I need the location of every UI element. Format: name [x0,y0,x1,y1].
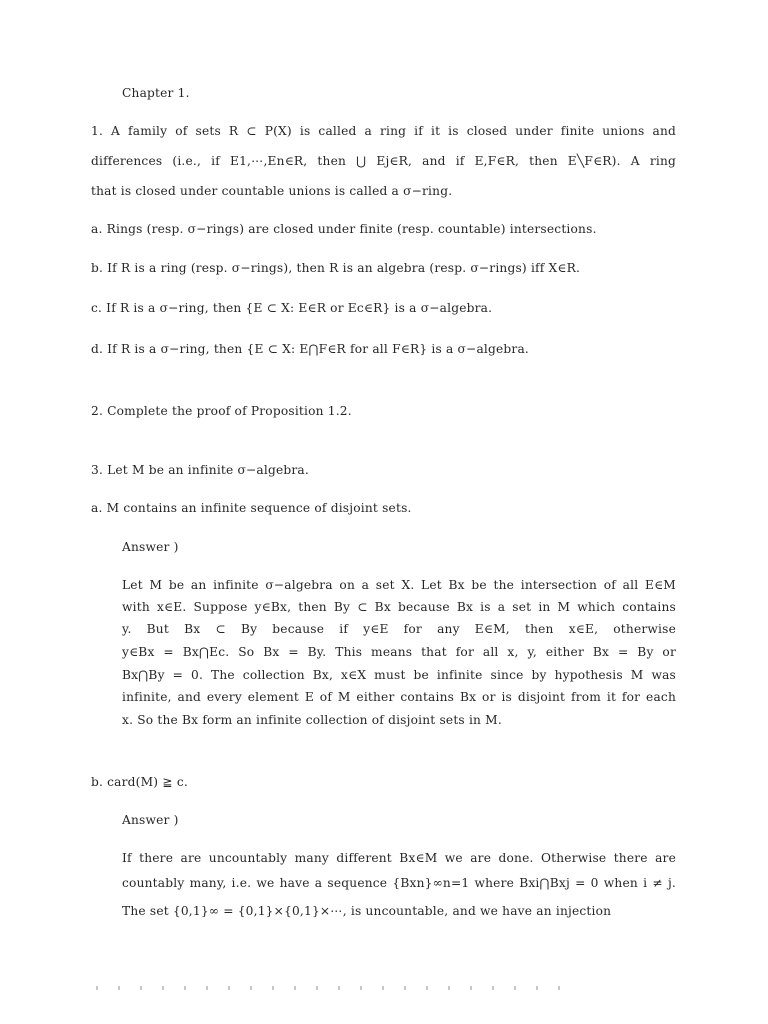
problem-1-line-1: 1. A family of sets R ⊂ P(X) is called a ring if it is closed under finite unions and [91,124,676,138]
answer-1-line-6: infinite, and every element E of M either contains Bx or is disjoint from it for each [122,690,676,704]
problem-1-line-3: that is closed under countable unions is called a σ−ring. [91,184,453,198]
problem-3b: b. card(M) ≧ c. [91,775,188,789]
answer-1-line-4: y∈Bx = Bx⋂Ec. So Bx = By. This means that for all x, y, either Bx = By or [122,645,676,659]
cut-off-text-line [96,986,566,990]
answer-1-line-1: Let M be an infinite σ−algebra on a set X. Let Bx be the intersection of all E∈M [122,578,676,592]
problem-3a: a. M contains an infinite sequence of disjoint sets. [91,501,412,515]
problem-3: 3. Let M be an infinite σ−algebra. [91,463,309,477]
answer-2-line-1: If there are uncountably many different Bx∈M we are done. Otherwise there are [122,851,676,865]
problem-1d: d. If R is a σ−ring, then {E ⊂ X: E⋂F∈R for all F∈R} is a σ−algebra. [91,342,530,356]
problem-1b: b. If R is a ring (resp. σ−rings), then R is an algebra (resp. σ−rings) iff X∈R. [91,261,581,275]
answer-2-line-3: The set {0,1}∞ = {0,1}×{0,1}×⋯, is uncountable, and we have an injection [122,904,612,918]
answer-1-line-2: with x∈E. Suppose y∈Bx, then By ⊂ Bx because Bx is a set in M which contains [122,600,676,614]
problem-2: 2. Complete the proof of Proposition 1.2. [91,404,352,418]
answer-1-line-5: Bx⋂By = 0. The collection Bx, x∈X must be infinite since by hypothesis M was [122,668,676,682]
answer-2-line-2: countably many, i.e. we have a sequence {Bxn}∞n=1 where Bxi⋂Bxj = 0 when i ≠ j. [122,876,676,890]
problem-1a: a. Rings (resp. σ−rings) are closed under finite (resp. countable) intersections. [91,222,597,236]
answer-label-1: Answer ) [122,540,179,554]
chapter-heading: Chapter 1. [122,86,190,100]
problem-1c: c. If R is a σ−ring, then {E ⊂ X: E∈R or Ec∈R} is a σ−algebra. [91,301,493,315]
answer-1-line-3: y. But Bx ⊂ By because if y∈E for any E∈M, then x∈E, otherwise [122,622,676,636]
problem-1-line-2: differences (i.e., if E1,⋯,En∈R, then ⋃ Ej∈R, and if E,F∈R, then E╲F∈R). A ring [91,154,676,168]
answer-label-2: Answer ) [122,813,179,827]
answer-1-line-7: x. So the Bx form an infinite collection of disjoint sets in M. [122,713,502,727]
